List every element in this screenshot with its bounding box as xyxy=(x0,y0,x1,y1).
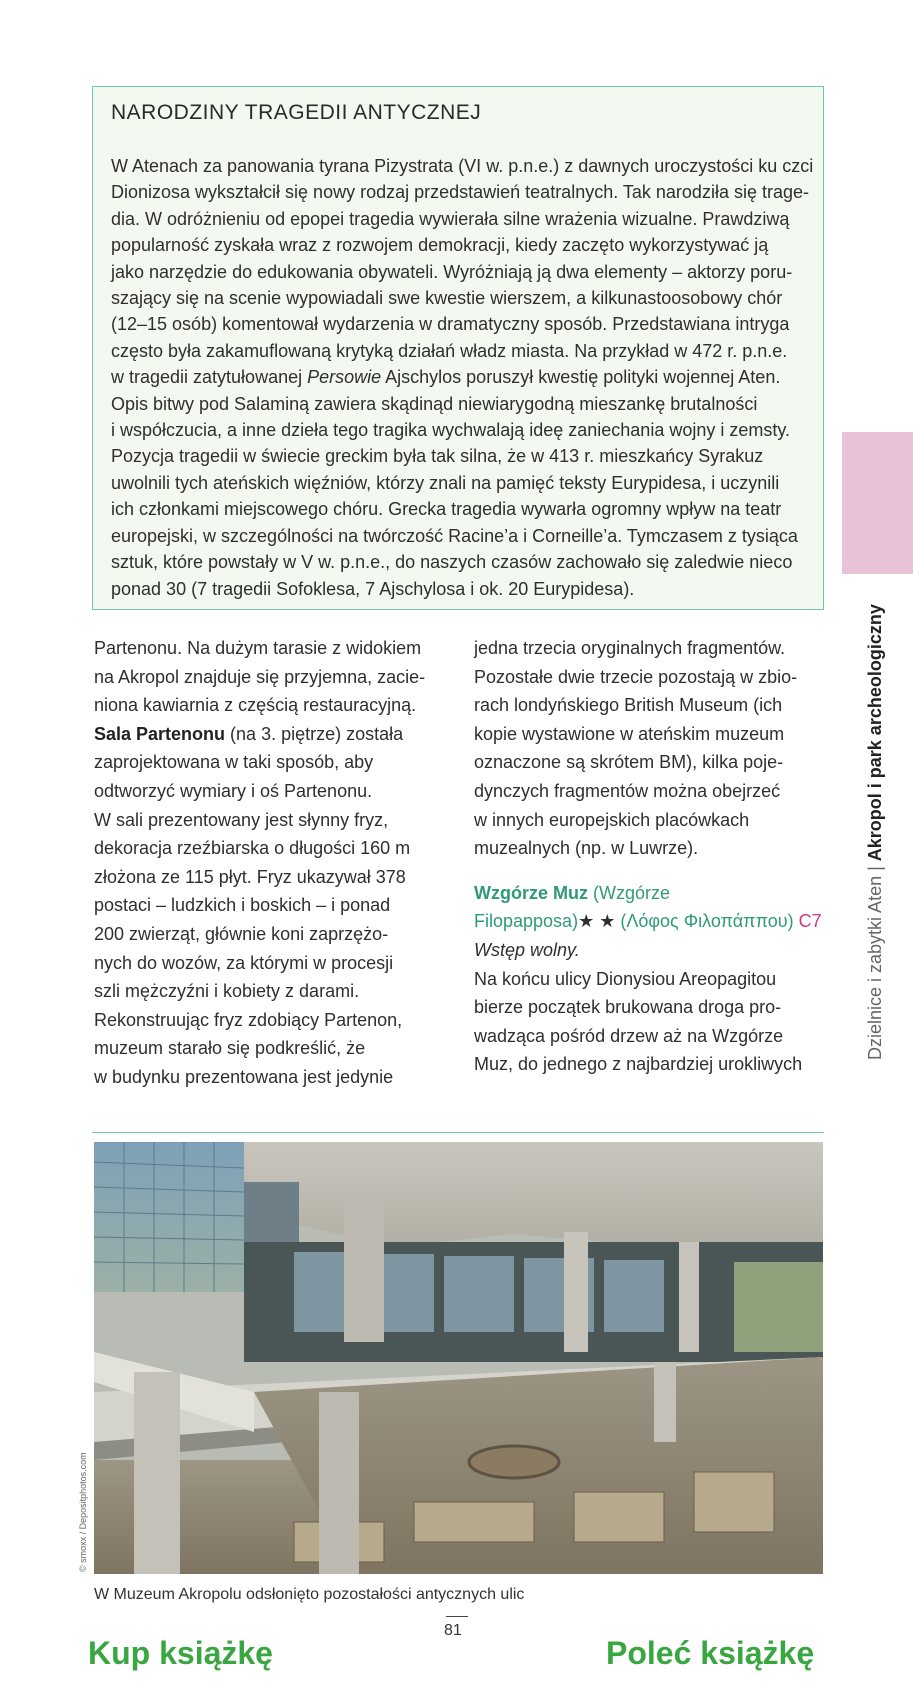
text-line: oznaczone są skrótem BM), kilka poje- xyxy=(474,752,784,773)
box-line: uwolnili tych ateńskich więźniów, którzy znali na pamięć teksty Eurypidesa, i uczynili xyxy=(111,472,780,493)
box-line: Opis bitwy pod Salaminą zawiera skądinąd niewiarygodną mieszankę brutalności xyxy=(111,393,758,414)
box-line: popularność zyskała wraz z rozwojem demokracji, kiedy zaczęto wykorzystywać ją xyxy=(111,235,769,256)
box-line-end: Ajschylos poruszył kwestię polityki wojennej Aten. xyxy=(381,367,781,388)
box-text xyxy=(111,153,814,602)
text-line: szli mężczyźni i kobiety z darami. xyxy=(94,981,360,1002)
text-line: nych do wozów, za którymi w procesji xyxy=(94,952,394,973)
box-line: europejski, w szczególności na twórczość Racine’a i Corneille’a. Tymczasem z tysiąca xyxy=(111,525,798,546)
box-line: jako narzędzie do edukowania obywateli. Wyróżniają ją dwa elementy – aktorzy poru- xyxy=(111,261,793,282)
right-column xyxy=(474,634,822,1079)
chapter-tab xyxy=(842,432,913,574)
text-line: wadząca pośród drzew aż na Wzgórze xyxy=(474,1025,784,1046)
text-line: Rekonstruując fryz zdobiący Partenon, xyxy=(94,1009,403,1030)
box-line: i współczucia, a inne dzieła tego tragika wychwalają ideę zaniechania wojny i zemsty. xyxy=(111,420,791,441)
greek-name: (Λόφος Φιλοπάππου) xyxy=(615,911,794,932)
box-line: szający się na scenie wypowiadali swe kwestie wierszem, a kilkunastoosobowy chór xyxy=(111,288,783,309)
text-line: niona kawiarnia z częścią restauracyjną. xyxy=(94,695,417,716)
recommend-book-link[interactable]: Poleć książkę xyxy=(606,1635,815,1671)
text-line: dekoracja rzeźbiarska o długości 160 m xyxy=(94,838,411,859)
text-line: jedna trzecia oryginalnych fragmentów. xyxy=(474,638,786,658)
box-line: sztuk, które powstały w V w. p.n.e., do naszych czasów zachowało się zaledwie nieco xyxy=(111,552,793,573)
box-line: Dionizosa wykształcił się nowy rodzaj przedstawień teatralnych. Tak narodziła się trage- xyxy=(111,182,809,203)
box-line: dia. W odróżnieniu od epopei tragedia wywierała silne wrażenia wizualne. Prawdziwą xyxy=(111,208,790,229)
sidebar-box xyxy=(92,86,824,610)
section-name: Dzielnice i zabytki Aten xyxy=(865,875,885,1060)
box-title: NARODZINY TRAGEDII ANTYCZNEJ xyxy=(111,101,482,124)
photo-caption: W Muzeum Akropolu odsłonięto pozostałości antycznych ulic xyxy=(94,1586,525,1603)
attraction-alt-name: Filopapposa) xyxy=(474,911,579,932)
text-line: w innych europejskich placówkach xyxy=(474,809,750,830)
text-span: (na 3. piętrze) została xyxy=(225,723,404,744)
admission-info: Wstęp wolny. xyxy=(474,939,580,960)
text-line: złożona ze 115 płyt. Fryz ukazywał 378 xyxy=(94,866,406,887)
text-line: Pozostałe dwie trzecie pozostają w zbio- xyxy=(474,666,798,687)
left-column xyxy=(94,634,439,1092)
text-line: w budynku prezentowana jest jedynie xyxy=(94,1066,394,1087)
star-rating-icon: ★ ★ xyxy=(578,911,616,932)
text-line: Na końcu ulicy Dionysiou Areopagitou xyxy=(474,968,777,989)
text-line: na Akropol znajduje się przyjemna, zacie- xyxy=(94,666,426,687)
attraction-alt-name: (Wzgórze xyxy=(588,882,671,903)
box-line: ponad 30 (7 tragedii Sofoklesa, 7 Ajschylosa i ok. 20 Eurypidesa). xyxy=(111,578,635,599)
attraction-heading xyxy=(474,879,819,908)
box-line-start: w tragedii zatytułowanej xyxy=(111,367,308,388)
museum-illustration xyxy=(94,1142,823,1574)
text-line: muzeum starało się podkreślić, że xyxy=(94,1038,366,1059)
header-separator: | xyxy=(865,861,885,876)
play-title: Persowie xyxy=(307,367,382,388)
page-number-rule xyxy=(446,1616,468,1617)
attraction-heading xyxy=(474,907,822,936)
photo-credit: © smoxx / Depositphotos.com xyxy=(78,1452,88,1572)
box-line: Pozycja tragedii w świecie greckim była tak silna, że w 413 r. mieszkańcy Syrakuz xyxy=(111,446,764,467)
page-number: 81 xyxy=(444,1622,462,1639)
text-line: 200 zwierząt, głównie koni zaprzężo- xyxy=(94,923,389,944)
box-line: W Atenach za panowania tyrana Pizystrata (VI w. p.n.e.) z dawnych uroczystości ku czci xyxy=(111,156,814,176)
text-line: Partenonu. Na dużym tarasie z widokiem xyxy=(94,638,422,658)
chapter-name: Akropol i park archeologiczny xyxy=(865,604,885,862)
text-line: W sali prezentowany jest słynny fryz, xyxy=(94,809,389,830)
photo-rule xyxy=(92,1132,824,1133)
paragraph-gap xyxy=(474,863,819,879)
hall-name: Sala Partenonu xyxy=(94,723,226,744)
text-line: Muz, do jednego z najbardziej urokliwych xyxy=(474,1054,803,1075)
buy-book-link[interactable]: Kup książkę xyxy=(88,1635,273,1671)
museum-photo xyxy=(94,1142,823,1574)
box-line: ich członkami miejscowego chóru. Grecka tragedia wywarła ogromny wpływ na teatr xyxy=(111,499,782,520)
text-line: muzealnych (np. w Luwrze). xyxy=(474,838,699,859)
box-line: często była zakamuflowaną krytyką działań władz miasta. Na przykład w 472 r. p.n.e. xyxy=(111,340,788,361)
running-header xyxy=(858,580,892,1060)
text-line: dynczych fragmentów można obejrzeć xyxy=(474,780,781,801)
text-line: rach londyńskiego British Museum (ich xyxy=(474,695,783,716)
text-line: bierze początek brukowana droga pro- xyxy=(474,997,782,1018)
text-line: odtworzyć wymiary i oś Partenonu. xyxy=(94,780,373,801)
box-line: (12–15 osób) komentował wydarzenia w dramatyczny sposób. Przedstawiana intryga xyxy=(111,314,790,335)
map-reference: C7 xyxy=(793,911,822,932)
attraction-name: Wzgórze Muz xyxy=(474,882,588,903)
text-line: postaci – ludzkich i boskich – i ponad xyxy=(94,895,391,916)
box-line xyxy=(111,364,807,390)
text-line: kopie wystawione w ateńskim muzeum xyxy=(474,723,785,744)
text-line: zaprojektowana w taki sposób, aby xyxy=(94,752,374,773)
text-line xyxy=(94,720,439,749)
